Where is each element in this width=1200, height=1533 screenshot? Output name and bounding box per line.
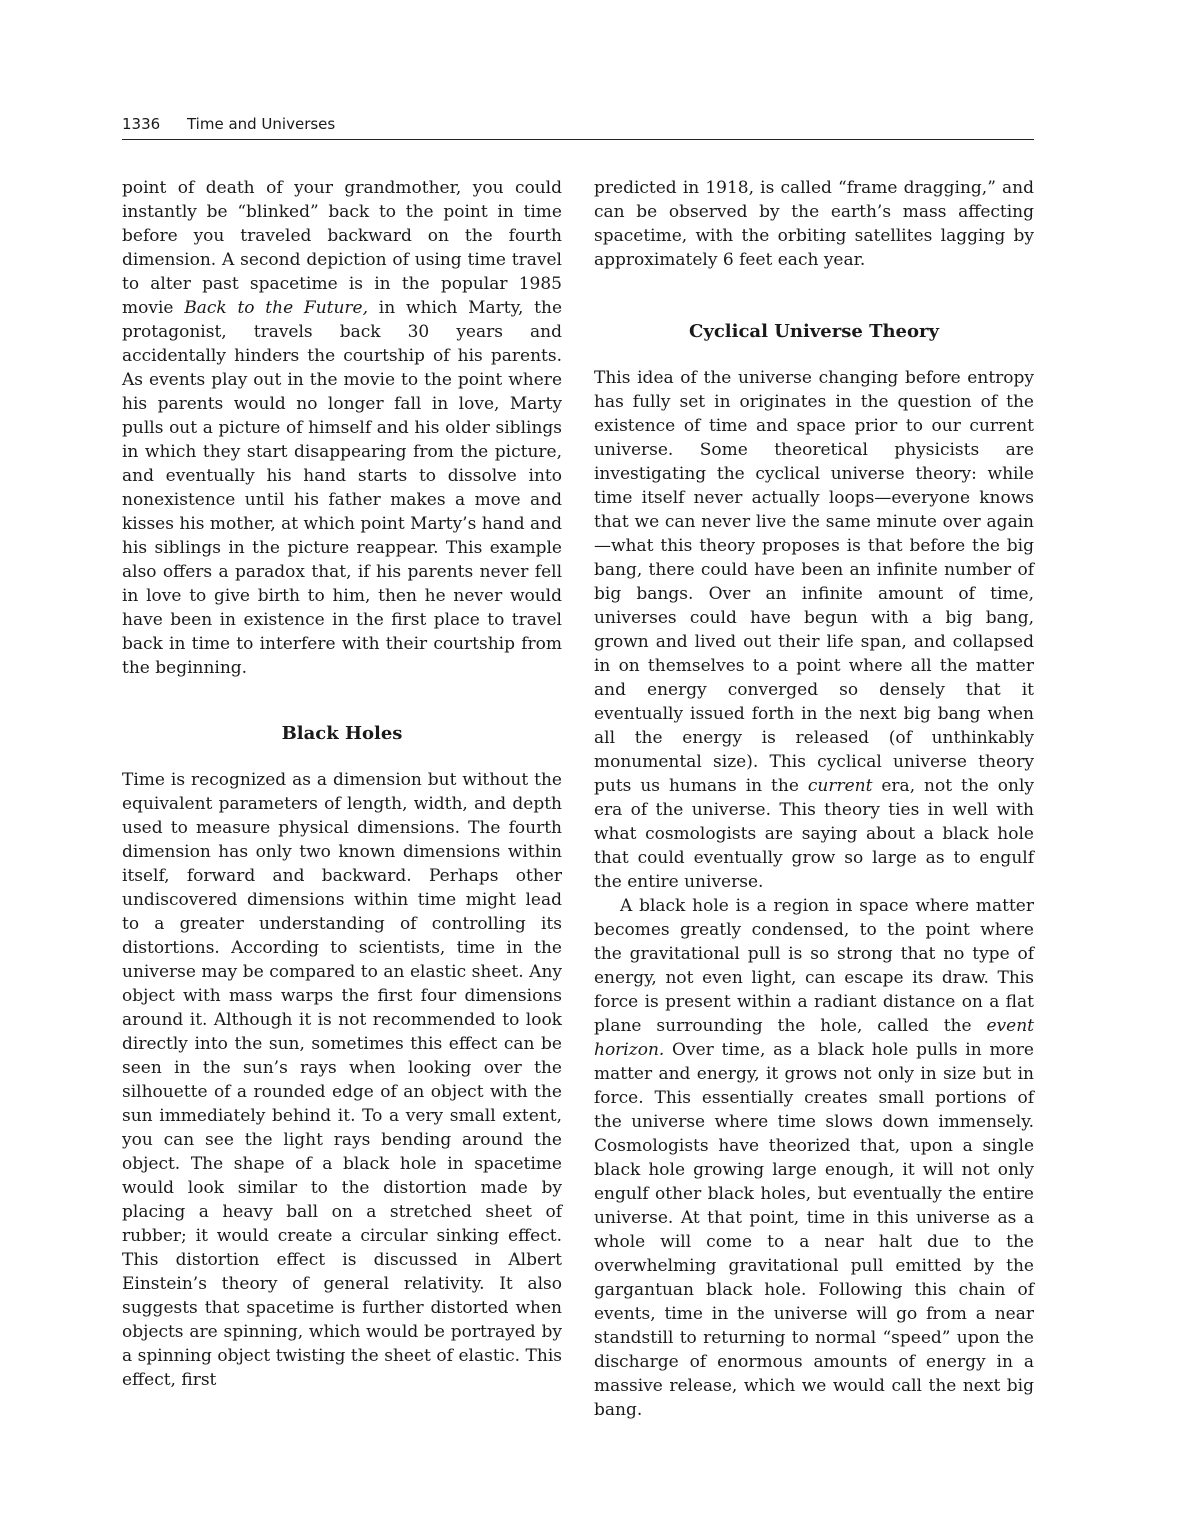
movie-title: Back to the Future,	[184, 298, 369, 318]
section-heading-cyclical-universe: Cyclical Universe Theory	[689, 321, 939, 342]
running-header	[122, 113, 1034, 140]
page-number: 1336	[122, 115, 161, 133]
paragraph-text: This idea of the universe changing before entropy has fully set in originates in the question of the existence of time and space prior to our current universe. Some theoretical physicists are investigating the cyclical universe theory: while time itself never actually loops—everyone knows that we can never live the same minute over again—what this theory proposes is that before the big bang, there could have been an infinite number of big bangs. Over an infinite amount of time, universes could have begun with a big bang, grown and lived out their life span, and collapsed in on themselves to a point where all the matter and energy converged so densely that it eventually issued forth in the next big bang when all the energy is released (of unthinkably monumental size). This cyclical universe theory puts us humans in the	[594, 368, 1034, 796]
paragraph-text: A black hole is a region in space where matter becomes greatly condensed, to the point where the gravitational pull is so strong that no type of energy, not even light, can escape its draw. This force is present within a radiant distance on a flat plane surrounding the hole, called the	[594, 896, 1034, 1036]
paragraph-text: era, not the only era of the universe. This theory ties in well with what cosmologists are saying about a black hole that could eventually grow so large as to engulf the entire universe.	[594, 776, 1035, 892]
running-title: Time and Universes	[186, 115, 336, 133]
section-heading-black-holes: Black Holes	[281, 723, 403, 744]
term-event-horizon: event horizon.	[594, 1016, 1034, 1060]
paragraph-text: Over time, as a black hole pulls in more matter and energy, it grows not only in size but in force. This essentially creates small portions of the universe where time slows down immensely. Cosmologists have theorized that, upon a single black hole growing large enough, it will not only engulf other black holes, but eventually the entire universe. At that point, time in this universe as a whole will come to a near halt due to the overwhelming gravitational pull emitted by the gargantuan black hole. Following this chain of events, time in the universe will go from a near standstill to returning to normal “speed” upon the discharge of enormous amounts of energy in a massive release, which we would call the next big bang.	[594, 1040, 1034, 1420]
paragraph-time-travel-examples	[122, 176, 562, 680]
paragraph-black-hole-definition	[594, 894, 1034, 1422]
paragraph-frame-dragging: predicted in 1918, is called “frame dragging,” and can be observed by the earth’s mass affecting spacetime, with the orbiting satellites lagging by approximately 6 feet each year.	[594, 178, 1034, 270]
paragraph-black-holes: Time is recognized as a dimension but without the equivalent parameters of length, width, and depth used to measure physical dimensions. The fourth dimension has only two known dimensions within itself, forward and backward. Perhaps other undiscovered dimensions within time might lead to a greater understanding of controlling its distortions. According to scientists, time in the universe may be compared to an elastic sheet. Any object with mass warps the first four dimensions around it. Although it is not recommended to look directly into the sun, sometimes this effect can be seen in the sun’s rays when looking over the silhouette of a rounded edge of an object with the sun immediately behind it. To a very small extent, you can see the light rays bending around the object. The shape of a black hole in spacetime would look similar to the distortion made by placing a heavy ball on a stretched sheet of rubber; it would create a circular sinking effect. This distortion effect is discussed in Albert Einstein’s theory of general relativity. It also suggests that spacetime is further distorted when objects are spinning, which would be portrayed by a spinning object twisting the sheet of elastic. This effect, first	[122, 770, 562, 1390]
right-column	[594, 176, 1034, 1422]
left-column	[122, 176, 562, 1392]
paragraph-cyclical-universe	[594, 366, 1034, 894]
emphasis-current: current	[807, 776, 873, 796]
paragraph-text: in which Marty, the protagonist, travels back 30 years and accidentally hinders the courtship of his parents. As events play out in the movie to the point where his parents would no longer fall in love, Marty pulls out a picture of himself and his older siblings in which they start disappearing from the picture, and eventually his hand starts to dissolve into nonexistence until his father makes a move and kisses his mother, at which point Marty’s hand and his siblings in the picture reappear. This example also offers a paradox that, if his parents never fell in love to give birth to him, then he never would have been in existence in the first place to travel back in time to interfere with their courtship from the beginning.	[122, 298, 562, 678]
paragraph-text: point of death of your grandmother, you could instantly be “blinked” back to the point in time before you traveled backward on the fourth dimension. A second depiction of using time travel to alter past spacetime is in the popular 1985 movie	[122, 178, 562, 318]
